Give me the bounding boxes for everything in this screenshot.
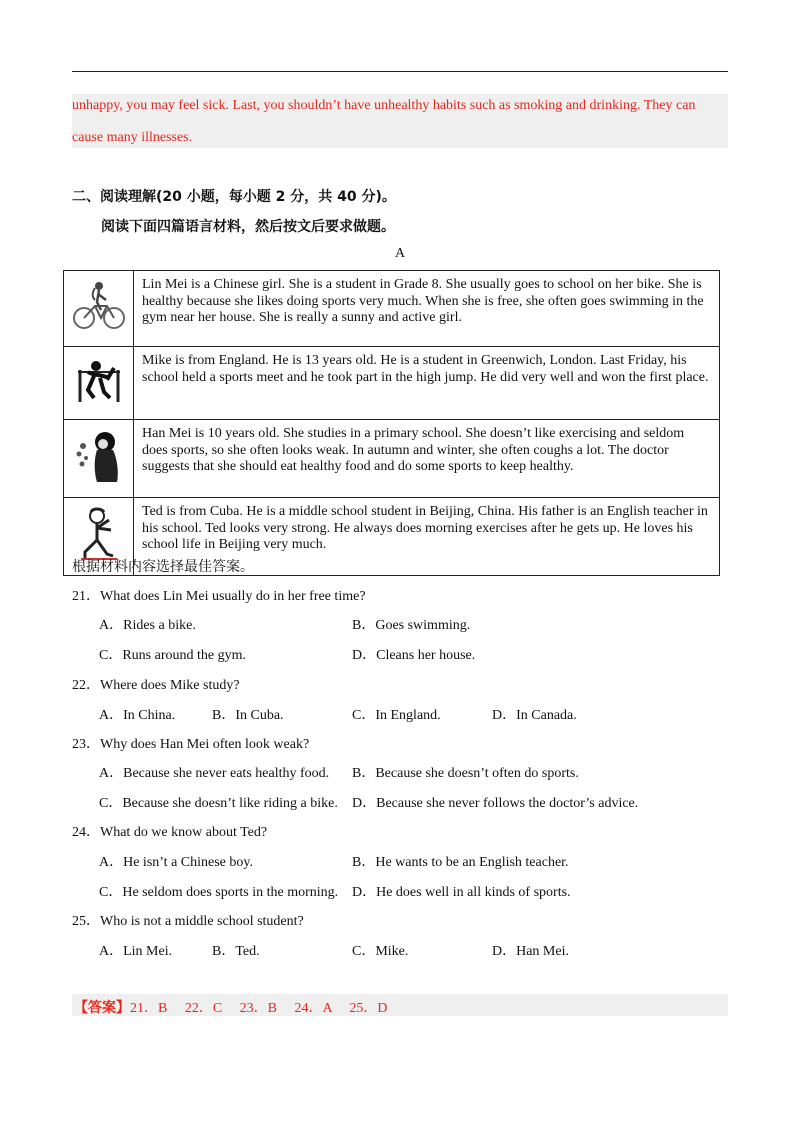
answer-line <box>74 997 387 1017</box>
question-stem: 25．Who is not a middle school student? <box>72 914 304 929</box>
option-c[interactable]: C．Because she doesn’t like riding a bike. <box>99 796 338 811</box>
passage-picture-cell <box>64 271 134 347</box>
passage-text: Lin Mei is a Chinese girl. She is a student in Grade 8. She usually goes to school on her bike. She is healthy because she likes doing sports very much. When she is free, she often goes swimming in the gym near her house. She is really a sunny and active girl. <box>134 271 720 347</box>
option-a[interactable]: A．Because she never eats healthy food. <box>99 766 330 781</box>
option-b[interactable]: B．Because she doesn’t often do sports. <box>352 766 579 781</box>
option-c[interactable]: C．In England. <box>352 708 441 723</box>
question-stem: 21．What does Lin Mei usually do in her free time? <box>72 589 366 604</box>
option-a[interactable]: A．In China. <box>99 708 176 723</box>
option-c[interactable]: C．He seldom does sports in the morning. <box>99 885 339 900</box>
passage-row <box>64 271 720 347</box>
passage-text: Mike is from England. He is 13 years old. He is a student in Greenwich, London. Last Friday, his school held a sports meet and he took part in the high jump. He did very well and won the first place. <box>134 347 720 420</box>
girl-coughing-icon <box>73 428 125 484</box>
option-d[interactable]: D．In Canada. <box>492 708 577 723</box>
option-a[interactable]: A．Lin Mei. <box>99 944 173 959</box>
passage-text: Ted is from Cuba. He is a middle school student in Beijing, China. His father is an English teacher in his school. Ted looks very strong. He always does morning exercises after he gets up. He loves his school life in Beijing very much. <box>134 498 720 576</box>
boy-exercising-icon <box>77 506 121 562</box>
explanation-box <box>72 94 728 148</box>
question-stem: 23．Why does Han Mei often look weak? <box>72 737 310 752</box>
question-stem: 22．Where does Mike study? <box>72 678 240 693</box>
header-rule <box>72 71 728 72</box>
passage-row <box>64 347 720 420</box>
passage-table <box>63 270 720 576</box>
option-d[interactable]: D．Because she never follows the doctor’s advice. <box>352 796 639 811</box>
question-stem: 24．What do we know about Ted? <box>72 825 268 840</box>
option-b[interactable]: B．In Cuba. <box>212 708 284 723</box>
option-b[interactable]: B．He wants to be an English teacher. <box>352 855 569 870</box>
explanation-line-1: unhappy, you may feel sick. Last, you shouldn’t have unhealthy habits such as smoking and drinking. They can <box>72 98 696 113</box>
option-d[interactable]: D．Han Mei. <box>492 944 569 959</box>
high-jump-icon <box>74 358 124 404</box>
answer-label: 【答案】 <box>74 1000 130 1016</box>
passage-picture-cell <box>64 347 134 420</box>
girl-cycling-icon <box>71 280 127 332</box>
option-b[interactable]: B．Goes swimming. <box>352 618 471 633</box>
passage-picture-cell <box>64 420 134 498</box>
explanation-line-2: cause many illnesses. <box>72 130 193 145</box>
passage-row <box>64 420 720 498</box>
option-d[interactable]: D．He does well in all kinds of sports. <box>352 885 571 900</box>
questions-instruction: 根据材料内容选择最佳答案。 <box>72 559 254 575</box>
option-a[interactable]: A．Rides a bike. <box>99 618 196 633</box>
option-c[interactable]: C．Runs around the gym. <box>99 648 246 663</box>
answer-key: 21．B 22．C 23．B 24．A 25．D <box>130 1001 388 1016</box>
option-d[interactable]: D．Cleans her house. <box>352 648 476 663</box>
passage-letter: A <box>394 246 406 261</box>
answer-box <box>72 994 728 1016</box>
option-b[interactable]: B．Ted. <box>212 944 260 959</box>
option-c[interactable]: C．Mike. <box>352 944 409 959</box>
section-instruction: 阅读下面四篇语言材料，然后按文后要求做题。 <box>101 219 395 235</box>
passage-text: Han Mei is 10 years old. She studies in a primary school. She doesn’t like exercising and seldom does sports, so she often looks weak. In autumn and winter, she often coughs a lot. The doctor suggests that she should eat healthy food and do some sports to keep healthy. <box>134 420 720 498</box>
section-title: 二、阅读理解(20 小题，每小题 2 分，共 40 分)。 <box>72 189 396 205</box>
option-a[interactable]: A．He isn’t a Chinese boy. <box>99 855 253 870</box>
